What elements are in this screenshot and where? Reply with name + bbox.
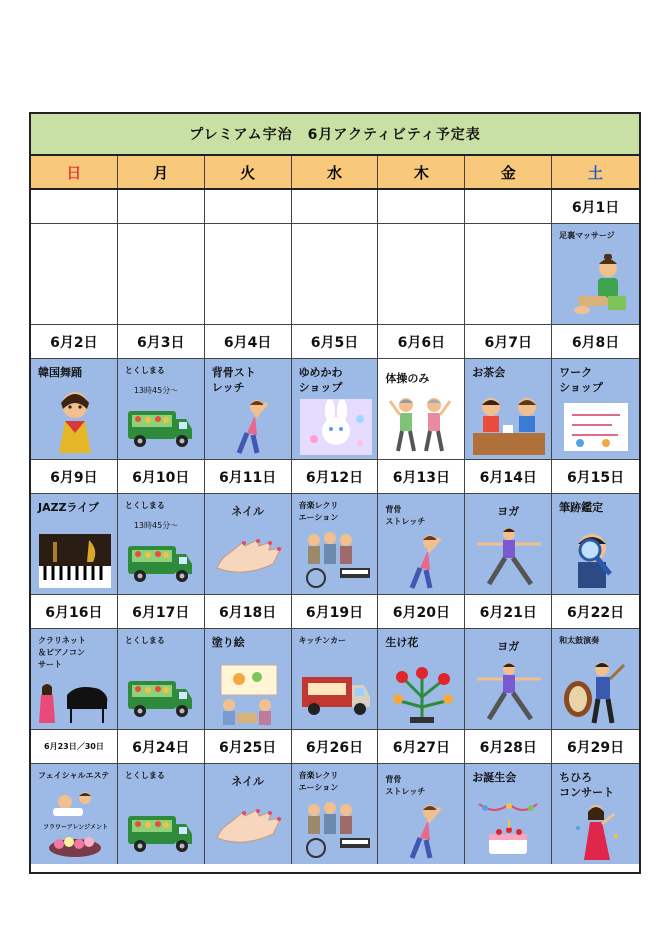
activity-label: 塗り絵 [211,636,245,649]
truck-icon [126,538,194,584]
activity-cell-empty [292,224,379,324]
date-cell: 6月28日 [465,730,552,763]
date-cell: 6月13日 [378,460,465,493]
activity-label: ネイル [231,775,265,788]
activity-cell [292,494,379,594]
weekday-wed: 水 [292,156,379,188]
activity-label: ゆめかわ ショップ [298,366,343,394]
activity-label: とくしまる [124,501,165,510]
stretch-illustration [400,534,446,590]
activity-cell [292,629,379,729]
music-recreation-illustration [300,528,372,590]
date-row-week1 [31,190,639,224]
activity-cell [205,359,292,459]
date-cell: 6月19日 [292,595,379,628]
calendar-title: プレミアム宇治 6月アクティビティ予定表 [31,114,639,156]
activity-label: とくしまる [124,636,165,645]
date-cell: 6月24日 [118,730,205,763]
activity-label: お誕生会 [472,771,517,784]
date-row-week2 [31,325,639,359]
activity-cell [118,494,205,594]
activity-cell [465,629,552,729]
korean-dancer-illustration [51,389,99,453]
activity-label: ネイル [231,505,265,518]
activity-row-week5 [31,764,639,864]
activity-label: 背骨 ストレッチ [385,775,426,796]
yoga-illustration [473,526,545,588]
activity-cell-foot-massage [552,224,639,324]
date-cell: 6月18日 [205,595,292,628]
activity-cell [118,629,205,729]
date-cell: 6月2日 [31,325,118,358]
activity-label: 背骨スト レッチ [211,366,256,394]
activity-cell [292,359,379,459]
date-cell: 6月7日 [465,325,552,358]
activity-label: とくしまる [124,366,165,375]
coloring-illustration [215,661,283,725]
activity-cell [292,764,379,864]
workshop-illustration [560,399,632,455]
singer-illustration [574,802,620,862]
activity-cell [552,764,639,864]
activity-cell [118,359,205,459]
activity-label: 背骨 ストレッチ [385,505,426,526]
activity-cell-empty [205,224,292,324]
activity-cell [465,764,552,864]
date-cell [465,190,552,223]
date-row-week3 [31,460,639,494]
date-cell: 6月6日 [378,325,465,358]
activity-time: 13時45分～ [133,386,179,395]
date-cell [378,190,465,223]
weekday-header [31,156,639,190]
activity-label: 音楽レクリ エーション [298,771,339,792]
date-cell: 6月16日 [31,595,118,628]
activity-cell-empty [465,224,552,324]
bunny-illustration [300,399,372,455]
weekday-thu: 木 [378,156,465,188]
stretch-illustration [227,399,273,455]
activity-label: お茶会 [472,366,506,379]
activity-label: 体操のみ [385,372,430,385]
date-row-week5 [31,730,639,764]
date-cell: 6月27日 [378,730,465,763]
date-cell: 6月1日 [552,190,639,223]
activity-cell [31,764,118,864]
date-cell: 6月15日 [552,460,639,493]
activity-label: ワーク ショップ [559,366,603,394]
jazz-band-illustration [39,534,111,588]
date-cell: 6月4日 [205,325,292,358]
activity-cell-empty [31,224,118,324]
truck-icon [126,403,194,449]
activity-cell [205,764,292,864]
foot-massage-illustration [572,254,632,318]
nail-hand-illustration [213,808,285,848]
date-cell: 6月5日 [292,325,379,358]
activity-row-week4 [31,629,639,730]
activity-label: キッチンカー [298,636,347,645]
date-cell: 6月8日 [552,325,639,358]
stretch-illustration [400,804,446,860]
weekday-tue: 火 [205,156,292,188]
music-recreation-illustration [300,798,372,860]
date-cell: 6月14日 [465,460,552,493]
date-cell: 6月23日／30日 [31,730,118,763]
activity-row-week1 [31,224,639,325]
activity-cell-empty [378,224,465,324]
exercise-illustration [388,395,454,455]
nail-hand-illustration [213,538,285,578]
activity-cell [378,764,465,864]
taiko-drum-illustration [560,659,632,725]
date-cell [31,190,118,223]
activity-label: 筆跡鑑定 [559,501,604,514]
activity-label: 音楽レクリ エーション [298,501,339,522]
activity-cell [118,764,205,864]
activity-label: ちひろ コンサート [559,771,615,799]
activity-label: ヨガ [497,640,520,653]
piano-concert-illustration [37,681,113,725]
activity-cell [465,359,552,459]
date-cell [205,190,292,223]
weekday-mon: 月 [118,156,205,188]
date-cell: 6月29日 [552,730,639,763]
activity-cell [31,494,118,594]
activity-cell [465,494,552,594]
activity-cell [378,494,465,594]
weekday-fri: 金 [465,156,552,188]
date-cell: 6月10日 [118,460,205,493]
date-cell [292,190,379,223]
truck-icon [126,673,194,719]
activity-label: とくしまる [124,771,165,780]
date-cell: 6月26日 [292,730,379,763]
activity-label: 韓国舞踊 [38,366,82,379]
date-cell: 6月12日 [292,460,379,493]
activity-cell [205,629,292,729]
date-cell: 6月3日 [118,325,205,358]
activity-label: 足裏マッサージ [559,231,615,240]
date-cell: 6月11日 [205,460,292,493]
ikebana-illustration [388,657,456,725]
date-cell: 6月20日 [378,595,465,628]
yoga-illustration [473,661,545,723]
date-row-week4 [31,595,639,629]
date-cell: 6月21日 [465,595,552,628]
activity-cell [552,359,639,459]
weekday-sat: 土 [552,156,639,188]
activity-label: 生け花 [385,636,419,649]
activity-row-week2 [31,359,639,460]
activity-cell [378,359,465,459]
activity-cell [552,629,639,729]
activity-cell [31,359,118,459]
activity-cell [205,494,292,594]
activity-label: フェイシャルエステ [38,771,110,780]
activity-cell [31,629,118,729]
activity-calendar [29,112,641,874]
birthday-cake-illustration [475,794,541,860]
kitchen-car-illustration [298,663,374,719]
truck-icon [126,808,194,854]
activity-cell [378,629,465,729]
facial-flower-illustration [45,786,107,860]
activity-label: ヨガ [497,505,520,518]
date-cell: 6月17日 [118,595,205,628]
activity-row-week3 [31,494,639,595]
activity-label: JAZZライブ [38,501,99,514]
date-cell: 6月9日 [31,460,118,493]
weekday-sun: 日 [31,156,118,188]
tea-party-illustration [473,393,545,455]
activity-sub-label: フラワーアレンジメント [43,824,108,831]
activity-label: クラリネット ＆ピアノコン サート [38,636,86,669]
activity-time: 13時45分～ [133,521,179,530]
magnifier-illustration [566,528,624,590]
activity-cell-empty [118,224,205,324]
date-cell [118,190,205,223]
date-cell: 6月25日 [205,730,292,763]
activity-label: 和太鼓演奏 [559,636,600,645]
date-cell: 6月22日 [552,595,639,628]
activity-cell [552,494,639,594]
